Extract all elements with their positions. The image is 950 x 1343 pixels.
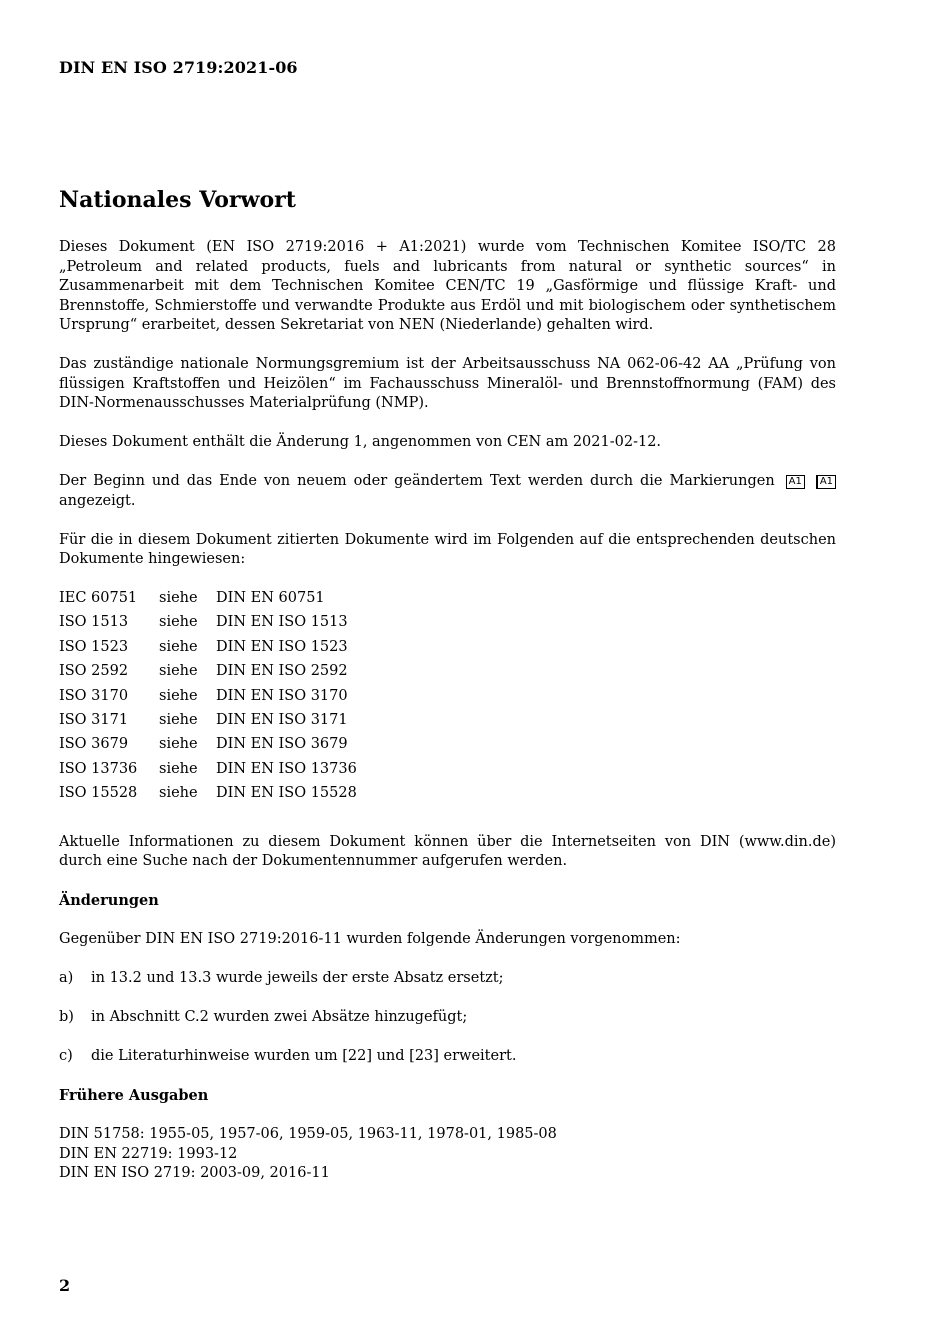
list-item-text: in 13.2 und 13.3 wurde jeweils der erste Absatz ersetzt; bbox=[91, 970, 504, 987]
reference-din: DIN EN 60751 bbox=[216, 590, 325, 606]
reference-din: DIN EN ISO 15528 bbox=[216, 785, 357, 802]
list-item bbox=[59, 969, 836, 989]
amendment-end-marker-icon: A1 bbox=[816, 475, 836, 489]
markers-text: Der Beginn und das Ende von neuem oder geändertem Text werden durch die Markierungen bbox=[59, 473, 775, 489]
reference-doc: ISO 3170 bbox=[59, 687, 129, 704]
list-item-label: b) bbox=[59, 1009, 74, 1026]
document-body bbox=[59, 238, 836, 1184]
table-row bbox=[59, 613, 357, 637]
paragraph-national-body: Das zuständige nationale Normungsgremium ist der Arbeitsausschuss NA 062-06-42 AA „Prüfung von flüssigen Kraftstoffen und Heizölen“ im Fachausschuss Mineralöl- und Brennstoffnormung (FAM) des DIN-Normenausschusses Materialprüfung (NMP). bbox=[59, 356, 836, 411]
reference-doc: ISO 1513 bbox=[59, 614, 129, 631]
previous-edition-line: DIN EN 22719: 1993-12 bbox=[59, 1145, 238, 1162]
table-row bbox=[59, 760, 357, 784]
changes-list bbox=[59, 969, 836, 1067]
reference-din: DIN EN ISO 3170 bbox=[216, 687, 348, 704]
previous-edition-line: DIN 51758: 1955-05, 1957-06, 1959-05, 1963-11, 1978-01, 1985-08 bbox=[59, 1126, 557, 1143]
list-item-text: die Literaturhinweise wurden um [22] und [23] erweitert. bbox=[91, 1048, 517, 1065]
list-item-text: in Abschnitt C.2 wurden zwei Absätze hinzugefügt; bbox=[91, 1009, 468, 1026]
reference-see: siehe bbox=[159, 736, 198, 753]
table-row bbox=[59, 735, 357, 759]
paragraph-committee: Dieses Dokument (EN ISO 2719:2016 + A1:2021) wurde vom Technischen Komitee ISO/TC 28 „Petroleum and related products, fuels and lubricants from natural or synthetic sources“ in Zusammenarbeit mit dem Technischen Komitee CEN/TC 19 „Gasförmige und flüssige Kraft- und Brennstoffe, Schmierstoffe und verwandte Produkte aus Erdöl und mit biologischem oder synthetischem Ursprung“ erarbeitet, dessen Sekretariat von NEN (Niederlande) gehalten wird. bbox=[59, 239, 836, 333]
paragraph-amendment: Dieses Dokument enthält die Änderung 1, angenommen von CEN am 2021-02-12. bbox=[59, 434, 662, 450]
reference-din: DIN EN ISO 3171 bbox=[216, 711, 348, 728]
reference-din: DIN EN ISO 2592 bbox=[216, 663, 348, 680]
previous-editions-list bbox=[59, 1125, 836, 1184]
previous-editions-heading: Frühere Ausgaben bbox=[59, 1087, 209, 1105]
reference-doc: ISO 3171 bbox=[59, 711, 129, 728]
table-row bbox=[59, 711, 357, 735]
reference-doc: ISO 2592 bbox=[59, 663, 129, 680]
changes-heading: Änderungen bbox=[59, 892, 159, 910]
reference-see: siehe bbox=[159, 590, 198, 606]
paragraph-references-intro: Für die in diesem Dokument zitierten Dokumente wird im Folgenden auf die entsprechenden deutschen Dokumente hingewiesen: bbox=[59, 531, 836, 567]
table-row bbox=[59, 662, 357, 686]
table-row bbox=[59, 784, 357, 808]
reference-doc: ISO 1523 bbox=[59, 638, 129, 655]
reference-see: siehe bbox=[159, 687, 198, 704]
previous-edition-line: DIN EN ISO 2719: 2003-09, 2016-11 bbox=[59, 1165, 330, 1182]
paragraph-info: Aktuelle Informationen zu diesem Dokument können über die Internetseiten von DIN (www.din.de) durch eine Suche nach der Dokumentennummer aufgerufen werden. bbox=[59, 833, 836, 870]
reference-din: DIN EN ISO 1513 bbox=[216, 614, 348, 631]
reference-doc: ISO 13736 bbox=[59, 760, 138, 777]
table-row bbox=[59, 638, 357, 662]
reference-din: DIN EN ISO 3679 bbox=[216, 736, 348, 753]
reference-see: siehe bbox=[159, 614, 198, 631]
markers-text-end: angezeigt. bbox=[59, 492, 136, 509]
page-title: Nationales Vorwort bbox=[59, 187, 296, 213]
document-id: DIN EN ISO 2719:2021-06 bbox=[59, 58, 298, 77]
list-item-label: a) bbox=[59, 970, 74, 987]
reference-see: siehe bbox=[159, 711, 198, 728]
reference-doc: ISO 3679 bbox=[59, 736, 129, 753]
list-item-label: c) bbox=[59, 1048, 73, 1065]
table-row bbox=[59, 589, 357, 613]
reference-doc: ISO 15528 bbox=[59, 785, 138, 802]
table-row bbox=[59, 687, 357, 711]
amendment-start-marker-icon: A1 bbox=[786, 475, 805, 489]
reference-din: DIN EN ISO 13736 bbox=[216, 760, 357, 777]
paragraph-markers bbox=[59, 472, 836, 511]
reference-see: siehe bbox=[159, 663, 198, 680]
page-number: 2 bbox=[59, 1276, 71, 1295]
changes-intro: Gegenüber DIN EN ISO 2719:2016-11 wurden folgende Änderungen vorgenommen: bbox=[59, 931, 681, 948]
reference-see: siehe bbox=[159, 638, 198, 655]
reference-doc: IEC 60751 bbox=[59, 590, 138, 606]
reference-see: siehe bbox=[159, 760, 198, 777]
list-item bbox=[59, 1008, 836, 1028]
reference-din: DIN EN ISO 1523 bbox=[216, 638, 348, 655]
reference-table bbox=[59, 589, 357, 809]
reference-see: siehe bbox=[159, 785, 198, 802]
list-item bbox=[59, 1047, 836, 1067]
